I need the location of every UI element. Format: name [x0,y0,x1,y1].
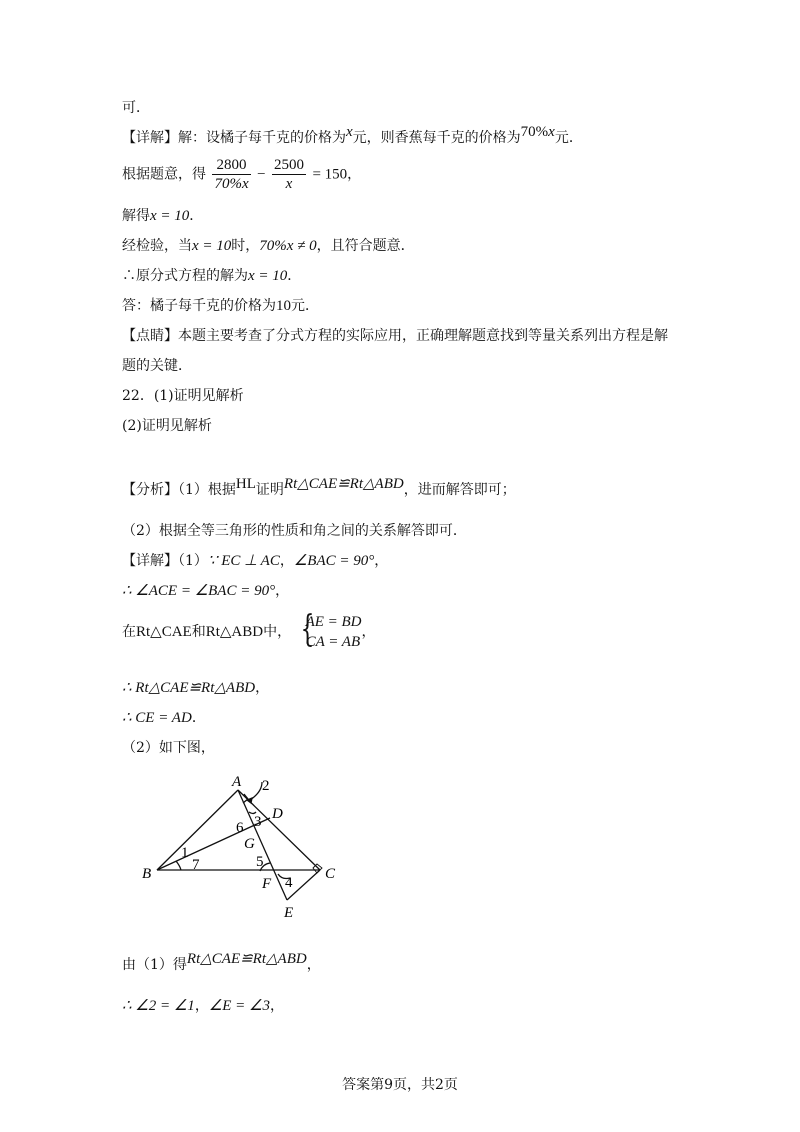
label-C: C [325,866,336,882]
label-B: B [142,866,152,882]
text-line: ∴ CE = AD． [122,710,206,726]
label-5: 5 [256,854,264,870]
tag-label: 【详解】 [122,130,178,146]
label-G: G [244,836,255,852]
page-footer: 答案第9页，共2页 [342,1077,458,1093]
geometry-figure [130,768,350,928]
answer-line: 22．(1)证明见解析 [122,388,244,404]
answer-line: (2)证明见解析 [122,418,212,434]
text-line: （2）如下图， [122,740,215,756]
label-6: 6 [236,820,244,836]
text-line: 题的关键． [122,358,192,374]
label-F: F [262,876,272,892]
label-2: 2 [262,778,270,794]
text-line: 【详解】（1）∵ EC ⊥ AC，∠BAC = 90°， [122,553,389,569]
equation-system-line: 在Rt△CAE和Rt△ABD中， { AE = BD CA = AB ， [122,609,376,650]
label-4: 4 [285,875,293,891]
equation-line: 根据题意，得 $\frac{2800}{70\%x}$ − $\frac{2500}{x}$ = 150， [122,157,362,192]
text-line: ∴ ∠ACE = ∠BAC = 90°， [122,583,290,599]
tag-label: 【点睛】 [122,328,178,344]
label-A: A [232,774,242,790]
tag-label: 【分析】 [122,482,178,498]
text-line: （2）根据全等三角形的性质和角之间的关系解答即可． [122,523,467,539]
label-3: 3 [254,814,262,830]
text-line: 可． [122,100,150,116]
text-line: 解得x = 10． [122,208,204,224]
equation-system: { AE = BD CA = AB [300,609,362,650]
label-1: 1 [181,845,189,861]
text-line: 【分析】（1）根据HL证明Rt△CAE≌Rt△ABD，进而解答即可； [122,476,516,498]
tag-label: 【详解】 [122,553,178,569]
fraction: $\frac{2500}{x}$ [273,157,304,192]
text-line: 【点睛】本题主要考查了分式方程的实际应用，正确理解题意找到等量关系列出方程是解 [122,328,668,344]
text-line: 答：橘子每千克的价格为10元． [122,298,319,314]
label-D: D [272,806,283,822]
fraction: $\frac{2800}{70\%x}$ [214,157,249,192]
text-line: 【详解】解：设橘子每千克的价格为x元，则香蕉每千克的价格为70%x元． [122,124,583,146]
text-line: 由（1）得Rt△CAE≌Rt△ABD， [122,951,321,973]
label-7: 7 [192,857,200,873]
text-line: ∴ Rt△CAE≌Rt△ABD， [122,680,270,696]
label-E: E [284,905,294,921]
text-line: ∴原分式方程的解为x = 10． [122,268,302,284]
text-line: ∴ ∠2 = ∠1，∠E = ∠3， [122,998,284,1014]
text-line: 经检验，当x = 10时，70%x ≠ 0，且符合题意． [122,238,415,254]
